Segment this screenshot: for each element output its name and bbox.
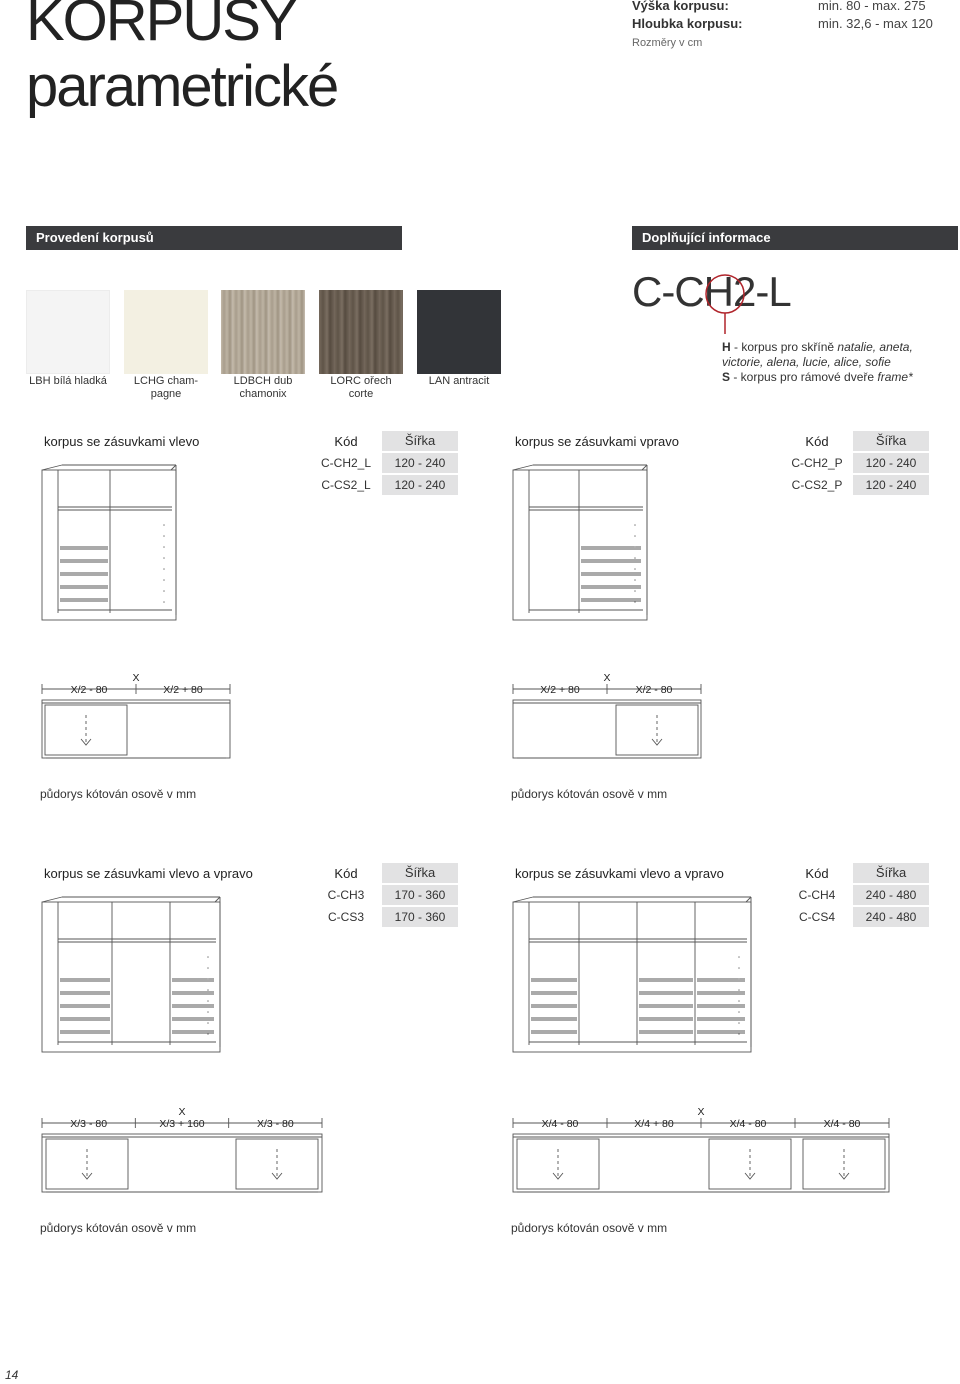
- cabinet-elevation-drawing: [513, 897, 773, 1067]
- width-cell: 120 - 240: [382, 475, 458, 495]
- page-title: KORPUSY: [26, 0, 296, 53]
- dimension-label: X/2 + 80: [540, 684, 580, 696]
- width-cell: 120 - 240: [382, 453, 458, 473]
- code-header: Kód: [334, 434, 358, 449]
- finish-swatch: [221, 290, 305, 374]
- dimension-label: X/4 + 80: [634, 1118, 674, 1130]
- depth-value: min. 32,6 - max 120: [818, 16, 933, 31]
- height-value: min. 80 - max. 275: [818, 0, 926, 13]
- cabinet-elevation-drawing: [42, 465, 302, 635]
- code-cell: C-CH3: [327, 888, 365, 902]
- finish-swatch: [26, 290, 110, 374]
- finish-label: LBH bílá hladká: [29, 375, 107, 387]
- code-cell: C-CS4: [798, 910, 835, 924]
- width-cell: 240 - 480: [853, 885, 929, 905]
- section-title: korpus se zásuvkami vlevo: [44, 434, 200, 449]
- code-cell: C-CS2_L: [321, 478, 371, 492]
- width-cell: 120 - 240: [853, 475, 929, 495]
- cabinet-elevation-drawing: [42, 897, 302, 1067]
- total-width-label: X: [603, 672, 611, 684]
- finish-label: LCHG cham- pagne: [133, 375, 199, 400]
- dimension-label: X/4 - 80: [541, 1118, 579, 1130]
- finish-swatch: [124, 290, 208, 374]
- total-width-label: X: [697, 1106, 705, 1118]
- code-header: Kód: [334, 866, 358, 881]
- cabinet-outline: [513, 470, 647, 620]
- finish-label: LAN antracit: [428, 375, 490, 387]
- cabinet-outline: [42, 902, 220, 1052]
- finish-label: LDBCH dub chamonix: [233, 375, 293, 400]
- cabinet-outline: [513, 902, 751, 1052]
- floor-plan-drawing: [42, 672, 240, 775]
- width-header: Šířka: [853, 863, 929, 883]
- width-cell: 120 - 240: [853, 453, 929, 473]
- cabinet-outline: [42, 470, 176, 620]
- dimension-label: X/3 - 80: [70, 1118, 108, 1130]
- dimension-label: X/3 + 160: [159, 1118, 205, 1130]
- code-cell: C-CS2_P: [791, 478, 843, 492]
- floor-plan-drawing: [513, 1106, 899, 1209]
- section-title: korpus se zásuvkami vlevo a vpravo: [515, 866, 724, 881]
- plan-note: půdorys kótován osově v mm: [40, 787, 197, 801]
- width-cell: 170 - 360: [382, 907, 458, 927]
- dimension-label: X/2 - 80: [70, 684, 108, 696]
- section-title: korpus se zásuvkami vlevo a vpravo: [44, 866, 253, 881]
- page-number: 14: [5, 1368, 19, 1382]
- section-title: korpus se zásuvkami vpravo: [515, 434, 680, 449]
- plan-note: půdorys kótován osově v mm: [511, 1221, 668, 1235]
- code-header: Kód: [805, 866, 829, 881]
- units-note: Rozměry v cm: [632, 37, 703, 49]
- dimension-label: X/3 - 80: [256, 1118, 294, 1130]
- height-label: Výška korpusu:: [632, 0, 729, 13]
- code-marker-icon: [700, 272, 750, 336]
- floor-plan-drawing: [513, 672, 711, 775]
- finish-swatch: [417, 290, 501, 374]
- dimension-label: X/2 + 80: [163, 684, 203, 696]
- plan-note: půdorys kótován osově v mm: [511, 787, 668, 801]
- floor-plan-drawing: [42, 1106, 332, 1209]
- total-width-label: X: [132, 672, 140, 684]
- depth-label: Hloubka korpusu:: [632, 16, 743, 31]
- code-cell: C-CH4: [798, 888, 836, 902]
- info-bar: Doplňující informace: [632, 226, 958, 250]
- cabinet-elevation-drawing: [513, 465, 773, 635]
- dimension-label: X/2 - 80: [635, 684, 673, 696]
- dimension-label: X/4 - 80: [823, 1118, 861, 1130]
- code-cell: C-CS3: [327, 910, 364, 924]
- dimension-label: X/4 - 80: [729, 1118, 767, 1130]
- width-cell: 240 - 480: [853, 907, 929, 927]
- total-width-label: X: [178, 1106, 186, 1118]
- page-subtitle: parametrické: [26, 54, 338, 119]
- product-code: C-CH2-L: [632, 268, 791, 315]
- width-cell: 170 - 360: [382, 885, 458, 905]
- finishes-bar: Provedení korpusů: [26, 226, 402, 250]
- width-header: Šířka: [382, 863, 458, 883]
- finish-label: LORC ořech corte: [330, 375, 392, 400]
- code-cell: C-CH2_L: [320, 456, 371, 470]
- plan-note: půdorys kótován osově v mm: [40, 1221, 197, 1235]
- code-header: Kód: [805, 434, 829, 449]
- width-header: Šířka: [853, 431, 929, 451]
- code-cell: C-CH2_P: [791, 456, 843, 470]
- info-text: H - korpus pro skříně natalie, aneta, victorie, alena, lucie, alice, sofie S - korpus pro rámové dveře frame*: [722, 340, 913, 384]
- width-header: Šířka: [382, 431, 458, 451]
- finish-swatch: [319, 290, 403, 374]
